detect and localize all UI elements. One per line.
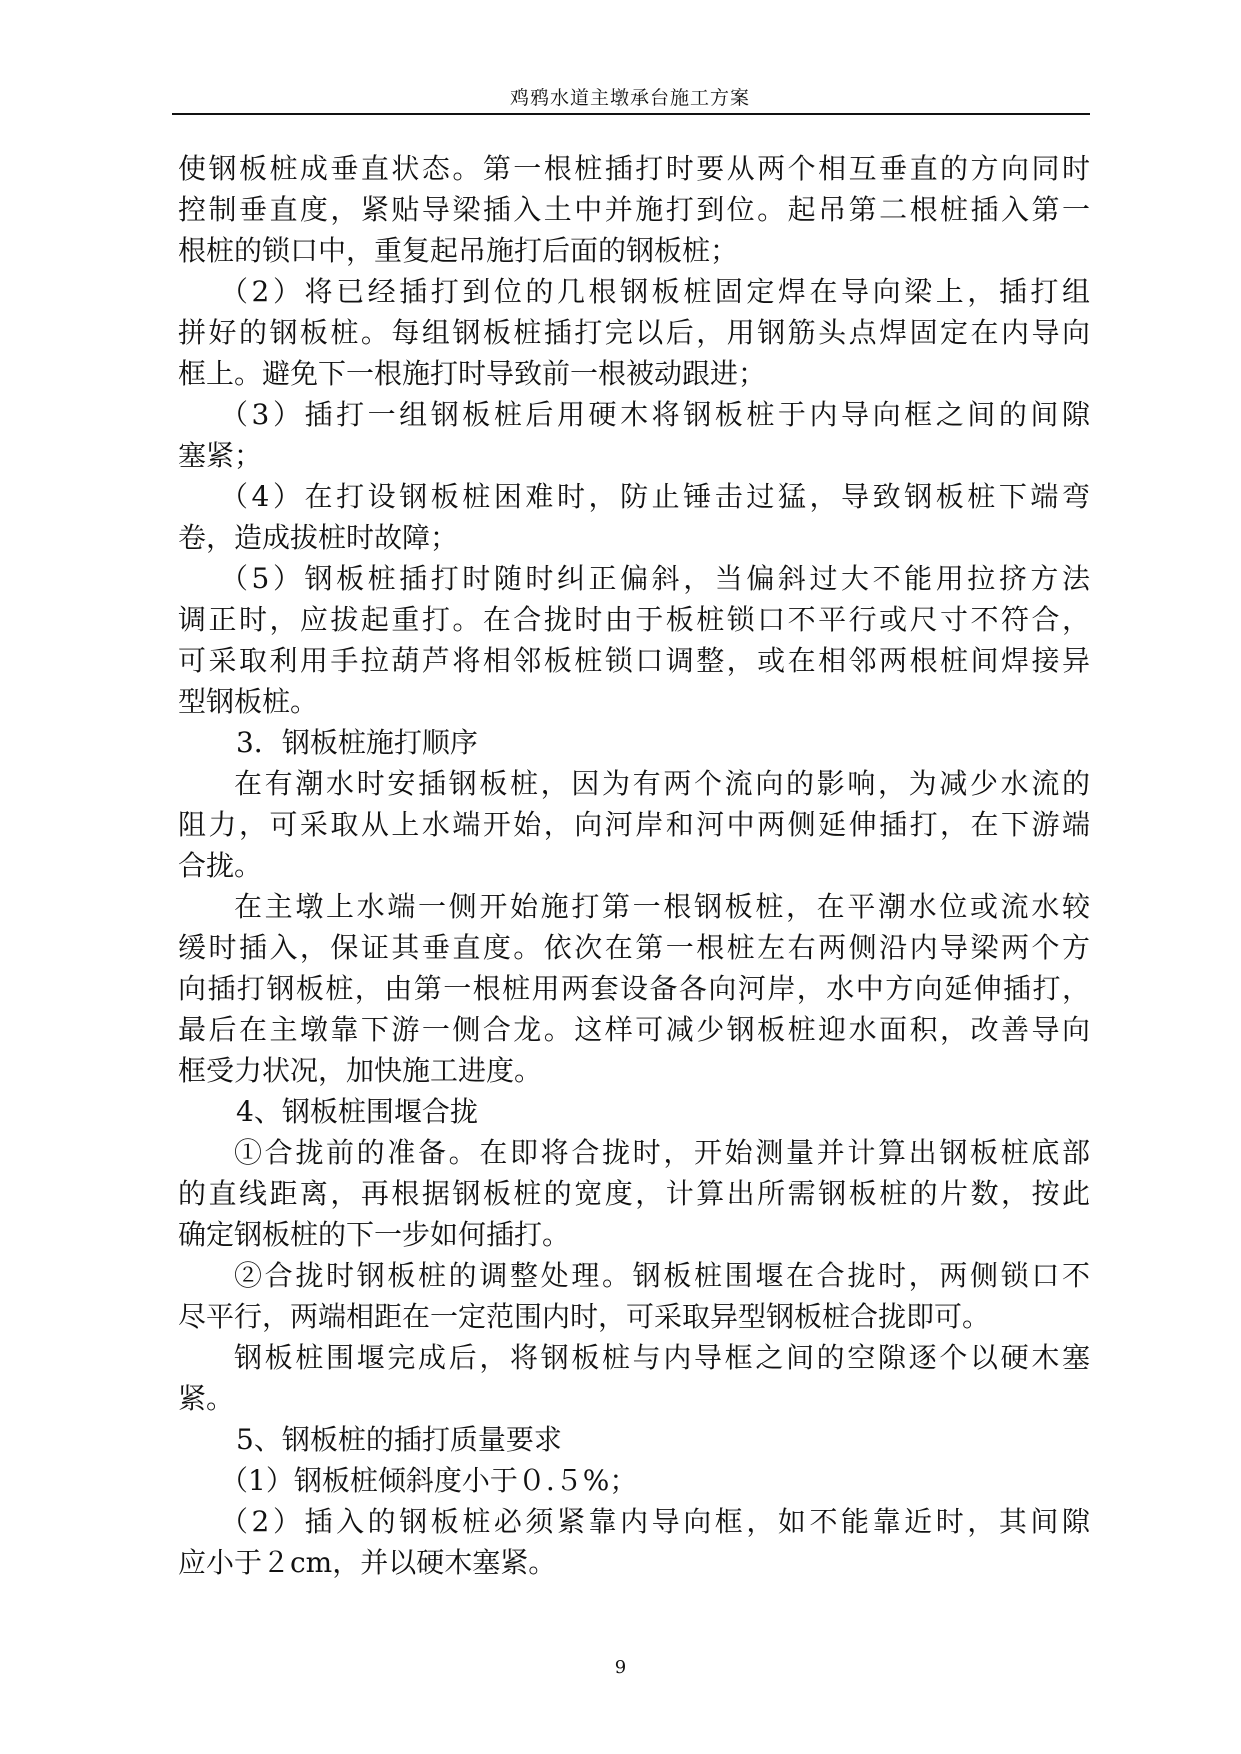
text-line: （2）插入的钢板桩必须紧靠内导向框，如不能靠近时，其间隙 xyxy=(220,1505,1090,1538)
text-line: 应小于２cm，并以硬木塞紧。 xyxy=(178,1546,557,1579)
text-line: 控制垂直度，紧贴导梁插入土中并施打到位。起吊第二根桩插入第一 xyxy=(178,193,1090,226)
text-line: （5）钢板桩插打时随时纠正偏斜，当偏斜过大不能用拉挤方法 xyxy=(220,562,1090,595)
section-heading: 3．钢板桩施打顺序 xyxy=(236,726,478,759)
text-line: 型钢板桩。 xyxy=(178,685,319,718)
text-line: 尽平行，两端相距在一定范围内时，可采取异型钢板桩合拢即可。 xyxy=(178,1300,991,1333)
text-line: 阻力，可采取从上水端开始，向河岸和河中两侧延伸插打，在下游端 xyxy=(178,808,1090,841)
text-line: 向插打钢板桩，由第一根桩用两套设备各向河岸，水中方向延伸插打， xyxy=(178,972,1090,1005)
text-line: 的直线距离，再根据钢板桩的宽度，计算出所需钢板桩的片数，按此 xyxy=(178,1177,1090,1210)
header-divider xyxy=(172,113,1090,115)
section-heading: 5、钢板桩的插打质量要求 xyxy=(236,1423,562,1456)
text-line: 合拢。 xyxy=(178,849,263,882)
section-heading: 4、钢板桩围堰合拢 xyxy=(236,1095,478,1128)
text-line: 最后在主墩靠下游一侧合龙。这样可减少钢板桩迎水面积，改善导向 xyxy=(178,1013,1090,1046)
text-line: 缓时插入，保证其垂直度。依次在第一根桩左右两侧沿内导梁两个方 xyxy=(178,931,1090,964)
text-line: 在有潮水时安插钢板桩，因为有两个流向的影响，为减少水流的 xyxy=(234,767,1090,800)
text-line: 确定钢板桩的下一步如何插打。 xyxy=(178,1218,571,1251)
text-line: （1）钢板桩倾斜度小于０.５%； xyxy=(220,1464,638,1497)
page-number: 9 xyxy=(614,1657,627,1678)
running-header: 鸡鸦水道主墩承台施工方案 xyxy=(509,87,750,109)
text-line: （2）将已经插打到位的几根钢板桩固定焊在导向梁上，插打组 xyxy=(220,275,1090,308)
text-line: 使钢板桩成垂直状态。第一根桩插打时要从两个相互垂直的方向同时 xyxy=(178,152,1090,185)
text-line: 框受力状况，加快施工进度。 xyxy=(178,1054,543,1087)
text-line: （4）在打设钢板桩困难时，防止锤击过猛，导致钢板桩下端弯 xyxy=(220,480,1090,513)
text-line: 根桩的锁口中，重复起吊施打后面的钢板桩； xyxy=(178,234,739,267)
text-line: 调正时，应拔起重打。在合拢时由于板桩锁口不平行或尺寸不符合， xyxy=(178,603,1090,636)
text-line: 紧。 xyxy=(178,1382,235,1415)
text-line: 在主墩上水端一侧开始施打第一根钢板桩，在平潮水位或流水较 xyxy=(234,890,1090,923)
text-line: 可采取利用手拉葫芦将相邻板桩锁口调整，或在相邻两根桩间焊接异 xyxy=(178,644,1090,677)
text-line: （3）插打一组钢板桩后用硬木将钢板桩于内导向框之间的间隙 xyxy=(220,398,1090,431)
text-line: 钢板桩围堰完成后，将钢板桩与内导框之间的空隙逐个以硬木塞 xyxy=(234,1341,1090,1374)
text-line: 拼好的钢板桩。每组钢板桩插打完以后，用钢筋头点焊固定在内导向 xyxy=(178,316,1090,349)
text-line: 框上。避免下一根施打时导致前一根被动跟进； xyxy=(178,357,767,390)
text-line: ①合拢前的准备。在即将合拢时，开始测量并计算出钢板桩底部 xyxy=(234,1136,1090,1169)
document-body xyxy=(178,148,1090,1583)
text-line: 卷，造成拔桩时故障； xyxy=(178,521,459,554)
text-line: 塞紧； xyxy=(178,439,263,472)
text-line: ②合拢时钢板桩的调整处理。钢板桩围堰在合拢时，两侧锁口不 xyxy=(234,1259,1090,1292)
